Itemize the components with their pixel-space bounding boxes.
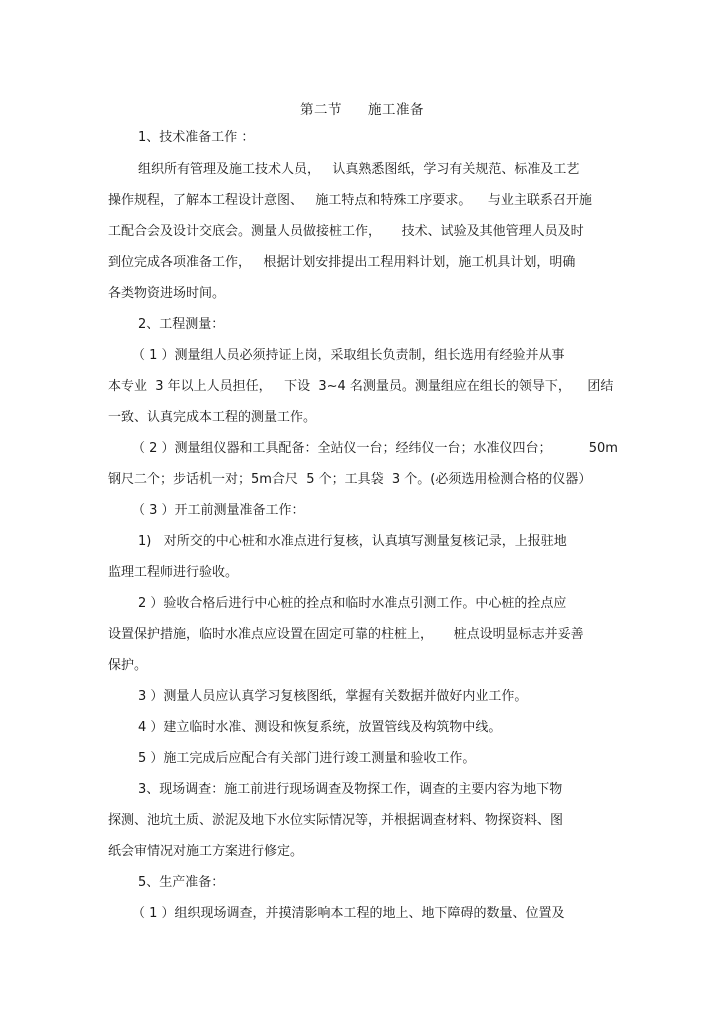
paragraph-line: （ 3 ）开工前测量准备工作：: [132, 503, 305, 518]
paragraph-line: 本专业 3 年以上人员担任， 下设 3~4 名测量员。测量组应在组长的领导下， 团结: [108, 379, 614, 394]
paragraph-line: 设置保护措施，临时水准点应设置在固定可靠的柱桩上， 桩点设明显标志并妥善: [108, 627, 584, 642]
section-title: [0, 98, 724, 118]
paragraph-line: 组织所有管理及施工技术人员， 认真熟悉图纸，学习有关规范、标准及工艺: [138, 162, 580, 177]
paragraph-line: 到位完成各项准备工作， 根据计划安排提出工程用料计划，施工机具计划，明确: [108, 255, 576, 270]
paragraph-line: 探测、池坑土质、淤泥及地下水位实际情况等，并根据调查材料、物探资料、图: [108, 813, 564, 828]
paragraph-line: 纸会审情况对施工方案进行修定。: [108, 844, 304, 859]
paragraph-line: 监理工程师进行验收。: [108, 565, 239, 580]
paragraph-line: （ 2 ）测量组仪器和工具配备：全站仪一台；经纬仪一台；水准仪四台； 50m: [132, 441, 618, 456]
paragraph-line: 1) 对所交的中心桩和水准点进行复核，认真填写测量复核记录，上报驻地: [138, 534, 567, 549]
paragraph-line: 操作规程，了解本工程设计意图、 施工特点和特殊工序要求。 与业主联系召开施: [108, 193, 592, 208]
paragraph-line: 一致、认真完成本工程的测量工作。: [108, 410, 317, 425]
section-name: 施工准备: [368, 102, 424, 118]
heading-tech-prep: 1、技术准备工作 ：: [138, 130, 255, 145]
paragraph-line: （ 1 ）测量组人员必须持证上岗，采取组长负责制，组长选用有经验并从事: [132, 348, 565, 363]
paragraph-line: 2 ）验收合格后进行中心桩的拴点和临时水准点引测工作。中心桩的拴点应: [138, 596, 567, 611]
heading-site-survey: 3、现场调查：施工前进行现场调查及物探工作，调查的主要内容为地下物: [138, 782, 563, 797]
heading-survey: 2、工程测量：: [138, 317, 225, 332]
paragraph-line: 5 ）施工完成后应配合有关部门进行竣工测量和验收工作。: [138, 751, 476, 766]
paragraph-line: 3 ）测量人员应认真学习复核图纸，掌握有关数据并做好内业工作。: [138, 689, 528, 704]
paragraph-line: （ 1 ）组织现场调查，并摸清影响本工程的地上、地下障碍的数量、位置及: [132, 906, 565, 921]
heading-production-prep: 5、生产准备：: [138, 875, 225, 890]
paragraph-line: 保护。: [108, 658, 148, 673]
paragraph-line: 工配合会及设计交底会。测量人员做接桩工作， 技术、试验及其他管理人员及时: [108, 224, 584, 239]
paragraph-line: 4 ）建立临时水准、测设和恢复系统，放置管线及构筑物中线。: [138, 720, 502, 735]
paragraph-line: 各类物资进场时间。: [108, 286, 226, 301]
section-number: 第二节: [300, 102, 342, 118]
paragraph-line: 钢尺二个；步话机一对；5m合尺 5 个；工具袋 3 个。(必须选用检测合格的仪器）: [108, 472, 592, 487]
